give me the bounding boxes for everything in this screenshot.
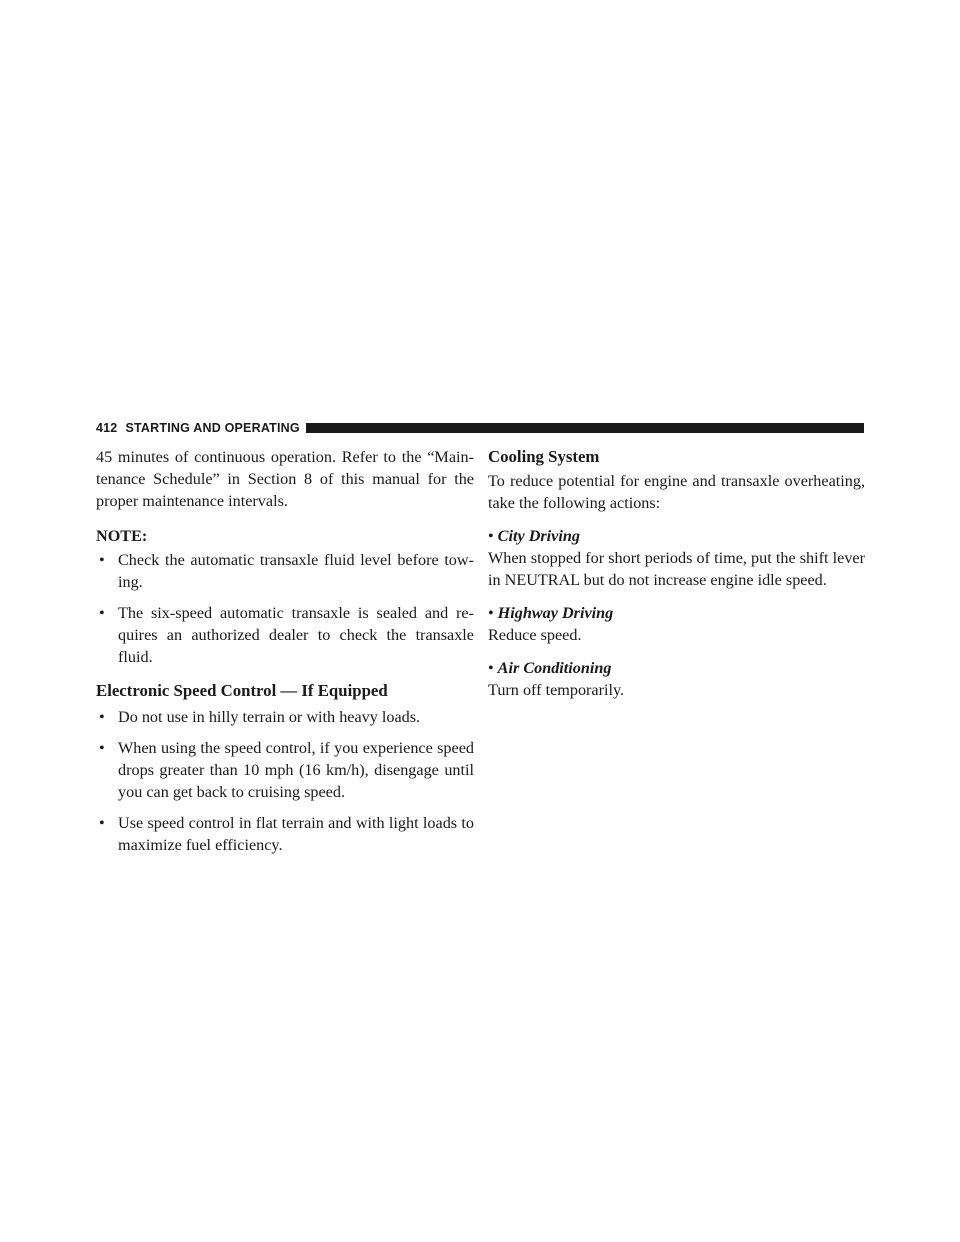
speed-item-text: Do not use in hilly terrain or with heavy loads. bbox=[118, 708, 421, 726]
note-item-text: The six-speed automatic transaxle is sealed and re-quires an authorized dealer to check the transaxle fluid. bbox=[118, 604, 474, 666]
note-item-text: Check the automatic transaxle fluid level before tow-ing. bbox=[118, 551, 474, 591]
cooling-item-title bbox=[488, 525, 865, 547]
note-label: NOTE: bbox=[96, 527, 148, 545]
bullet-icon: • bbox=[99, 708, 105, 726]
speed-item-text: Use speed control in flat terrain and with light loads to maximize fuel efficiency. bbox=[118, 814, 474, 854]
speed-item-text: When using the speed control, if you experience speed drops greater than 10 mph (16 km/h), disengage until you can get back to cruising speed. bbox=[118, 739, 474, 801]
intro-paragraph: 45 minutes of continuous operation. Refer to the “Main-tenance Schedule” in Section 8 of this manual for the proper maintenance intervals. bbox=[96, 448, 474, 510]
item-title: Air Conditioning bbox=[497, 659, 612, 677]
bullet-icon: • bbox=[488, 527, 494, 545]
speed-item bbox=[96, 706, 474, 728]
speed-item bbox=[96, 812, 474, 856]
cooling-item-title bbox=[488, 657, 865, 679]
speed-control-heading: Electronic Speed Control — If Equipped bbox=[96, 681, 388, 700]
cooling-item-text: Turn off temporarily. bbox=[488, 681, 625, 699]
note-item bbox=[96, 602, 474, 668]
header-rule bbox=[306, 423, 864, 433]
bullet-icon: • bbox=[488, 659, 494, 677]
bullet-icon: • bbox=[99, 551, 105, 569]
cooling-item-text: Reduce speed. bbox=[488, 626, 582, 644]
left-column bbox=[96, 446, 474, 856]
bullet-icon: • bbox=[488, 604, 494, 622]
page-number: 412 bbox=[96, 421, 118, 435]
bullet-icon: • bbox=[99, 814, 105, 832]
section-title: STARTING AND OPERATING bbox=[125, 421, 300, 435]
note-item bbox=[96, 549, 474, 593]
cooling-intro: To reduce potential for engine and transaxle overheating, take the following actions: bbox=[488, 472, 865, 512]
right-column bbox=[488, 446, 865, 701]
speed-item bbox=[96, 737, 474, 803]
item-title: Highway Driving bbox=[497, 604, 614, 622]
cooling-item-title bbox=[488, 602, 865, 624]
cooling-item-text: When stopped for short periods of time, put the shift lever in NEUTRAL but do not increase engine idle speed. bbox=[488, 549, 865, 589]
bullet-icon: • bbox=[99, 604, 105, 622]
bullet-icon: • bbox=[99, 739, 105, 757]
page-header bbox=[96, 419, 864, 437]
item-title: City Driving bbox=[497, 527, 580, 545]
cooling-system-heading: Cooling System bbox=[488, 447, 600, 466]
